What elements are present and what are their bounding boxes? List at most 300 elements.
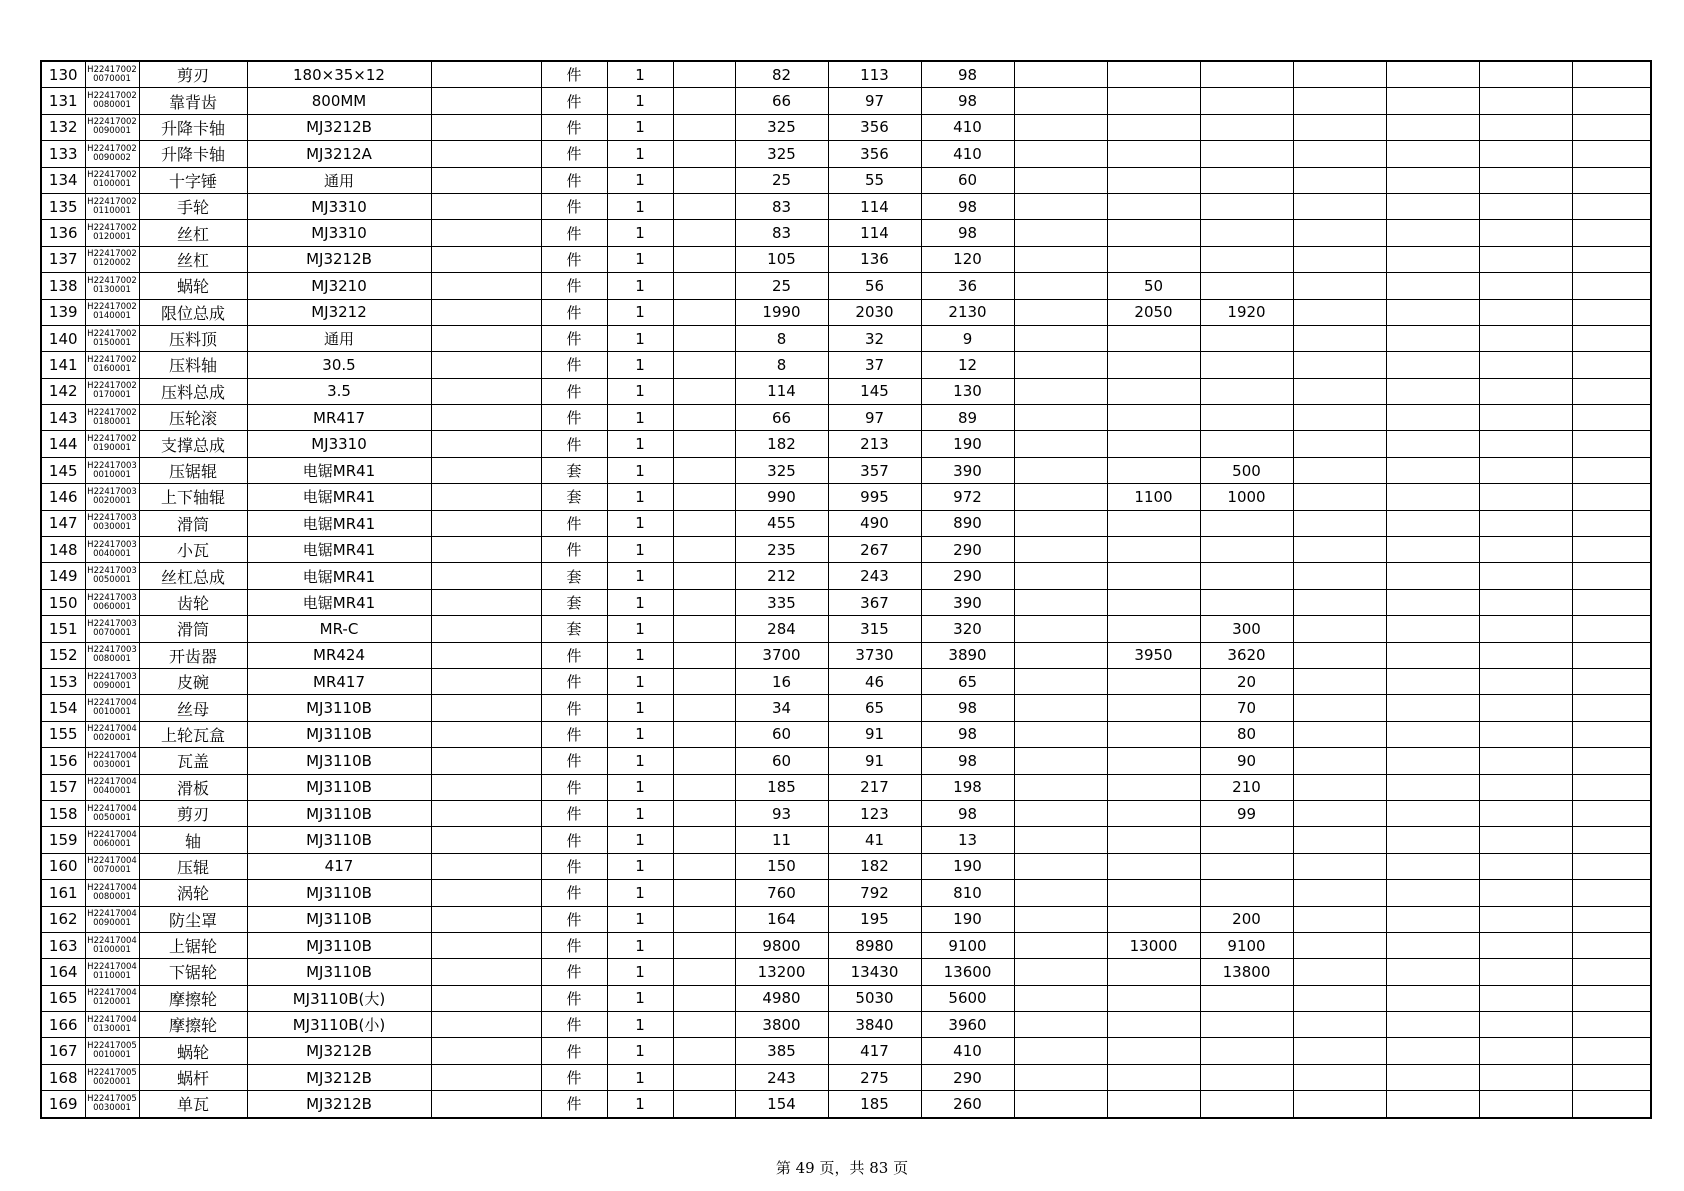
price-2: 8980	[828, 932, 921, 958]
item-unit: 套	[541, 589, 607, 615]
price-5	[1107, 774, 1200, 800]
price-7	[1293, 985, 1386, 1011]
price-6	[1200, 1064, 1293, 1090]
item-unit: 件	[541, 88, 607, 114]
price-7	[1293, 193, 1386, 219]
page-footer: 第 49 页，共 83 页	[775, 1159, 909, 1177]
item-spec: MJ3110B(小)	[247, 1012, 431, 1038]
item-spec: MJ3110B	[247, 695, 431, 721]
table-row	[41, 959, 1651, 985]
price-2: 56	[828, 273, 921, 299]
blank-cell	[431, 88, 541, 114]
blank-cell	[431, 774, 541, 800]
blank-cell	[1572, 1091, 1651, 1118]
price-2: 123	[828, 800, 921, 826]
item-code-line-1: H22417002	[87, 328, 137, 339]
price-8	[1386, 1091, 1479, 1118]
price-2: 65	[828, 695, 921, 721]
blank-cell	[673, 642, 735, 668]
item-qty: 1	[607, 827, 673, 853]
price-5: 13000	[1107, 932, 1200, 958]
blank-cell	[431, 352, 541, 378]
price-7	[1293, 589, 1386, 615]
price-2: 357	[828, 457, 921, 483]
blank-cell	[431, 668, 541, 694]
blank-cell	[673, 273, 735, 299]
row-number: 159	[41, 827, 85, 853]
table-row	[41, 827, 1651, 853]
item-code	[85, 273, 139, 299]
blank-cell	[673, 906, 735, 932]
price-1: 990	[735, 484, 828, 510]
item-spec: MR424	[247, 642, 431, 668]
item-name: 瓦盖	[139, 748, 247, 774]
blank-cell	[673, 167, 735, 193]
price-7	[1293, 273, 1386, 299]
price-4	[1014, 932, 1107, 958]
price-2: 275	[828, 1064, 921, 1090]
item-code-line-2: 0170001	[93, 390, 131, 401]
price-5	[1107, 695, 1200, 721]
price-5	[1107, 1038, 1200, 1064]
row-number: 148	[41, 537, 85, 563]
price-7	[1293, 695, 1386, 721]
item-qty: 1	[607, 299, 673, 325]
price-3: 98	[921, 721, 1014, 747]
item-qty: 1	[607, 220, 673, 246]
item-qty: 1	[607, 325, 673, 351]
row-number: 153	[41, 668, 85, 694]
price-1: 8	[735, 325, 828, 351]
item-spec: 通用	[247, 167, 431, 193]
price-3: 120	[921, 246, 1014, 272]
item-qty: 1	[607, 906, 673, 932]
blank-cell	[1572, 431, 1651, 457]
item-code-line-1: H22417002	[87, 275, 137, 286]
price-9	[1479, 431, 1572, 457]
row-number: 156	[41, 748, 85, 774]
item-name: 丝杠	[139, 220, 247, 246]
price-4	[1014, 642, 1107, 668]
item-unit: 件	[541, 959, 607, 985]
row-number: 163	[41, 932, 85, 958]
price-5	[1107, 61, 1200, 88]
price-4	[1014, 405, 1107, 431]
row-number: 154	[41, 695, 85, 721]
blank-cell	[673, 405, 735, 431]
price-1: 13200	[735, 959, 828, 985]
item-code	[85, 537, 139, 563]
price-5	[1107, 114, 1200, 140]
price-9	[1479, 167, 1572, 193]
price-5	[1107, 457, 1200, 483]
table-row	[41, 721, 1651, 747]
item-code-line-2: 0020001	[93, 1076, 131, 1087]
blank-cell	[431, 959, 541, 985]
price-8	[1386, 352, 1479, 378]
item-spec: MJ3310	[247, 431, 431, 457]
price-9	[1479, 61, 1572, 88]
item-unit: 套	[541, 457, 607, 483]
price-8	[1386, 959, 1479, 985]
price-6	[1200, 1012, 1293, 1038]
blank-cell	[1572, 853, 1651, 879]
blank-cell	[431, 299, 541, 325]
price-2: 91	[828, 721, 921, 747]
price-1: 82	[735, 61, 828, 88]
price-3: 2130	[921, 299, 1014, 325]
table-row	[41, 880, 1651, 906]
item-code-line-1: H22417004	[87, 935, 137, 946]
price-1: 235	[735, 537, 828, 563]
price-4	[1014, 510, 1107, 536]
blank-cell	[431, 431, 541, 457]
item-name: 升降卡轴	[139, 141, 247, 167]
price-7	[1293, 457, 1386, 483]
price-2: 185	[828, 1091, 921, 1118]
price-5	[1107, 88, 1200, 114]
price-4	[1014, 220, 1107, 246]
price-2: 46	[828, 668, 921, 694]
item-name: 压轮滚	[139, 405, 247, 431]
price-4	[1014, 167, 1107, 193]
price-8	[1386, 695, 1479, 721]
blank-cell	[1572, 563, 1651, 589]
item-unit: 套	[541, 484, 607, 510]
item-qty: 1	[607, 484, 673, 510]
item-qty: 1	[607, 378, 673, 404]
table-row	[41, 906, 1651, 932]
item-code	[85, 589, 139, 615]
price-9	[1479, 299, 1572, 325]
blank-cell	[431, 457, 541, 483]
price-3: 290	[921, 537, 1014, 563]
price-6: 20	[1200, 668, 1293, 694]
price-4	[1014, 378, 1107, 404]
price-1: 164	[735, 906, 828, 932]
blank-cell	[431, 220, 541, 246]
item-code-line-2: 0040001	[93, 786, 131, 797]
price-2: 995	[828, 484, 921, 510]
price-7	[1293, 61, 1386, 88]
price-5	[1107, 1012, 1200, 1038]
item-code-line-1: H22417003	[87, 592, 137, 603]
price-8	[1386, 1038, 1479, 1064]
price-4	[1014, 748, 1107, 774]
price-3: 410	[921, 141, 1014, 167]
item-code	[85, 827, 139, 853]
price-3: 60	[921, 167, 1014, 193]
price-6	[1200, 193, 1293, 219]
price-5	[1107, 246, 1200, 272]
blank-cell	[431, 273, 541, 299]
blank-cell	[431, 537, 541, 563]
item-qty: 1	[607, 695, 673, 721]
table-row	[41, 141, 1651, 167]
item-unit: 件	[541, 405, 607, 431]
price-3: 98	[921, 61, 1014, 88]
price-1: 60	[735, 748, 828, 774]
item-spec: 电锯MR41	[247, 457, 431, 483]
price-9	[1479, 141, 1572, 167]
price-6	[1200, 405, 1293, 431]
price-4	[1014, 325, 1107, 351]
row-number: 134	[41, 167, 85, 193]
price-6: 9100	[1200, 932, 1293, 958]
price-6	[1200, 325, 1293, 351]
price-9	[1479, 246, 1572, 272]
item-unit: 件	[541, 853, 607, 879]
blank-cell	[1572, 642, 1651, 668]
item-code-line-1: H22417002	[87, 249, 137, 260]
table-row	[41, 1064, 1651, 1090]
price-5	[1107, 537, 1200, 563]
price-5: 1100	[1107, 484, 1200, 510]
item-unit: 件	[541, 378, 607, 404]
item-code-line-1: H22417002	[87, 407, 137, 418]
item-code-line-1: H22417003	[87, 566, 137, 577]
table-row	[41, 246, 1651, 272]
item-code-line-2: 0130001	[93, 284, 131, 295]
item-qty: 1	[607, 114, 673, 140]
item-code-line-1: H22417004	[87, 856, 137, 867]
item-unit: 件	[541, 642, 607, 668]
item-name: 上下轴辊	[139, 484, 247, 510]
item-code-line-2: 0050001	[93, 812, 131, 823]
row-number: 150	[41, 589, 85, 615]
blank-cell	[1572, 1012, 1651, 1038]
row-number: 140	[41, 325, 85, 351]
blank-cell	[673, 827, 735, 853]
price-9	[1479, 1064, 1572, 1090]
blank-cell	[673, 880, 735, 906]
item-qty: 1	[607, 748, 673, 774]
price-2: 315	[828, 616, 921, 642]
price-3: 260	[921, 1091, 1014, 1118]
row-number: 138	[41, 273, 85, 299]
price-8	[1386, 273, 1479, 299]
price-9	[1479, 616, 1572, 642]
price-8	[1386, 405, 1479, 431]
blank-cell	[673, 88, 735, 114]
item-name: 摩擦轮	[139, 985, 247, 1011]
item-code	[85, 800, 139, 826]
price-2: 3730	[828, 642, 921, 668]
item-code	[85, 932, 139, 958]
price-8	[1386, 668, 1479, 694]
item-code-line-1: H22417004	[87, 698, 137, 709]
item-spec: MJ3110B	[247, 774, 431, 800]
item-unit: 件	[541, 220, 607, 246]
price-2: 267	[828, 537, 921, 563]
price-1: 1990	[735, 299, 828, 325]
table-row	[41, 589, 1651, 615]
item-code-line-2: 0110001	[93, 970, 131, 981]
table-row	[41, 484, 1651, 510]
price-3: 290	[921, 563, 1014, 589]
item-code-line-2: 0090001	[93, 918, 131, 929]
blank-cell	[431, 405, 541, 431]
item-spec: MJ3110B(大)	[247, 985, 431, 1011]
item-code	[85, 431, 139, 457]
blank-cell	[1572, 88, 1651, 114]
blank-cell	[1572, 61, 1651, 88]
item-spec: MJ3210	[247, 273, 431, 299]
item-code	[85, 352, 139, 378]
item-qty: 1	[607, 985, 673, 1011]
blank-cell	[673, 141, 735, 167]
price-1: 154	[735, 1091, 828, 1118]
item-unit: 件	[541, 141, 607, 167]
blank-cell	[1572, 484, 1651, 510]
price-5	[1107, 616, 1200, 642]
price-3: 890	[921, 510, 1014, 536]
item-name: 滑板	[139, 774, 247, 800]
price-8	[1386, 88, 1479, 114]
item-code-line-2: 0030001	[93, 1102, 131, 1113]
price-6: 80	[1200, 721, 1293, 747]
blank-cell	[673, 1038, 735, 1064]
item-code	[85, 642, 139, 668]
table-row	[41, 431, 1651, 457]
price-9	[1479, 695, 1572, 721]
price-7	[1293, 246, 1386, 272]
item-unit: 件	[541, 193, 607, 219]
price-7	[1293, 959, 1386, 985]
price-4	[1014, 1091, 1107, 1118]
price-8	[1386, 616, 1479, 642]
row-number: 132	[41, 114, 85, 140]
blank-cell	[431, 985, 541, 1011]
item-unit: 件	[541, 61, 607, 88]
price-7	[1293, 510, 1386, 536]
price-7	[1293, 88, 1386, 114]
price-1: 760	[735, 880, 828, 906]
blank-cell	[673, 932, 735, 958]
price-1: 4980	[735, 985, 828, 1011]
item-spec: 30.5	[247, 352, 431, 378]
item-code-line-2: 0020001	[93, 733, 131, 744]
table-row	[41, 853, 1651, 879]
item-code-line-2: 0120001	[93, 997, 131, 1008]
price-8	[1386, 1064, 1479, 1090]
blank-cell	[673, 220, 735, 246]
blank-cell	[431, 1091, 541, 1118]
price-7	[1293, 563, 1386, 589]
item-spec: 电锯MR41	[247, 537, 431, 563]
item-code	[85, 61, 139, 88]
price-8	[1386, 880, 1479, 906]
price-1: 455	[735, 510, 828, 536]
price-5	[1107, 985, 1200, 1011]
price-6: 3620	[1200, 642, 1293, 668]
price-8	[1386, 378, 1479, 404]
price-9	[1479, 1038, 1572, 1064]
price-2: 97	[828, 88, 921, 114]
item-name: 十字锤	[139, 167, 247, 193]
price-8	[1386, 61, 1479, 88]
price-1: 243	[735, 1064, 828, 1090]
blank-cell	[431, 114, 541, 140]
price-4	[1014, 1038, 1107, 1064]
item-spec: MJ3212B	[247, 1091, 431, 1118]
item-unit: 套	[541, 616, 607, 642]
item-name: 单瓦	[139, 1091, 247, 1118]
item-unit: 件	[541, 695, 607, 721]
blank-cell	[431, 695, 541, 721]
item-code	[85, 1091, 139, 1118]
price-4	[1014, 721, 1107, 747]
price-9	[1479, 563, 1572, 589]
item-name: 压料轴	[139, 352, 247, 378]
item-name: 防尘罩	[139, 906, 247, 932]
table-row	[41, 193, 1651, 219]
item-code-line-1: H22417002	[87, 117, 137, 128]
item-code-line-1: H22417003	[87, 539, 137, 550]
price-6: 99	[1200, 800, 1293, 826]
price-4	[1014, 906, 1107, 932]
item-code-line-2: 0090001	[93, 126, 131, 137]
item-qty: 1	[607, 853, 673, 879]
blank-cell	[431, 853, 541, 879]
item-code	[85, 325, 139, 351]
blank-cell	[673, 589, 735, 615]
price-7	[1293, 1091, 1386, 1118]
item-qty: 1	[607, 246, 673, 272]
blank-cell	[431, 748, 541, 774]
item-spec: MJ3310	[247, 220, 431, 246]
price-9	[1479, 959, 1572, 985]
price-4	[1014, 985, 1107, 1011]
price-7	[1293, 748, 1386, 774]
item-code-line-2: 0070001	[93, 73, 131, 84]
price-3: 810	[921, 880, 1014, 906]
price-2: 3840	[828, 1012, 921, 1038]
item-code-line-2: 0010001	[93, 469, 131, 480]
price-4	[1014, 141, 1107, 167]
item-code-line-2: 0120001	[93, 232, 131, 243]
item-spec: 电锯MR41	[247, 589, 431, 615]
item-spec: MJ3110B	[247, 906, 431, 932]
price-4	[1014, 616, 1107, 642]
price-8	[1386, 167, 1479, 193]
price-7	[1293, 1038, 1386, 1064]
row-number: 141	[41, 352, 85, 378]
blank-cell	[1572, 906, 1651, 932]
price-5	[1107, 1064, 1200, 1090]
item-qty: 1	[607, 61, 673, 88]
price-9	[1479, 193, 1572, 219]
price-8	[1386, 141, 1479, 167]
price-5	[1107, 880, 1200, 906]
price-8	[1386, 537, 1479, 563]
item-unit: 件	[541, 1038, 607, 1064]
price-1: 9800	[735, 932, 828, 958]
blank-cell	[1572, 985, 1651, 1011]
item-name: 蜗杆	[139, 1064, 247, 1090]
price-1: 16	[735, 668, 828, 694]
blank-cell	[1572, 325, 1651, 351]
blank-cell	[673, 853, 735, 879]
price-4	[1014, 1064, 1107, 1090]
item-code	[85, 853, 139, 879]
price-3: 390	[921, 589, 1014, 615]
item-name: 涡轮	[139, 880, 247, 906]
table-row	[41, 352, 1651, 378]
item-code	[85, 880, 139, 906]
price-3: 3960	[921, 1012, 1014, 1038]
row-number: 146	[41, 484, 85, 510]
